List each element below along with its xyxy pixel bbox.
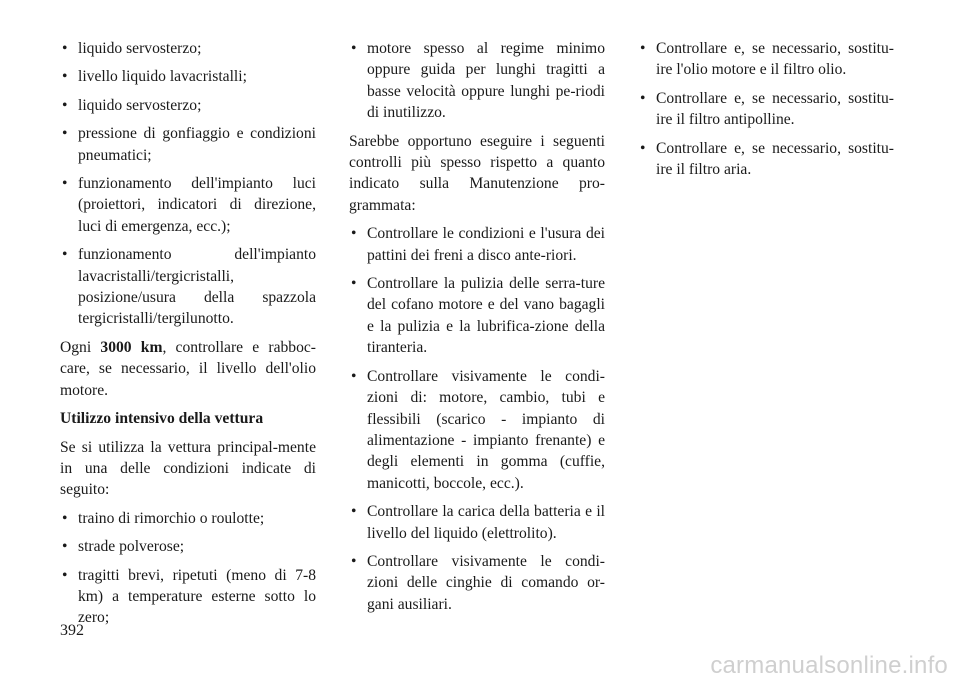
section-heading: Utilizzo intensivo della vettura xyxy=(60,410,264,428)
bullet-icon: • xyxy=(351,275,357,293)
intro-paragraph: Se si utilizza la vettura principal-mente in una delle condizioni indicate di seguito: xyxy=(60,438,316,499)
list-item: • Controllare visivamente le condi-zioni delle cinghie di comando or-gani ausiliari. xyxy=(351,552,605,613)
bullet-icon: • xyxy=(351,503,357,521)
list-item: • Controllare e, se necessario, sostitu-ire l'olio motore e il filtro olio. xyxy=(640,40,894,79)
bullet-icon: • xyxy=(351,552,357,570)
bullet-icon: • xyxy=(640,139,646,157)
bullet-icon: • xyxy=(351,40,357,57)
list-item: • liquido servosterzo; xyxy=(60,95,316,116)
list-item: • Controllare la carica della batteria e il livello del liquido (elettrolito). xyxy=(351,503,605,542)
bullet-icon: • xyxy=(62,538,68,556)
oil-check-paragraph: Ogni 3000 km, controllare e rabboc-care, se necessario, il livello dell'olio motore. xyxy=(60,338,316,399)
recommendation-paragraph: Sarebbe opportuno eseguire i seguenti controlli più spesso rispetto a quanto indicato sulla Manutenzione pro-grammata: xyxy=(349,132,605,214)
list-item: • liquido servosterzo; xyxy=(60,38,316,59)
conditions-list-continued xyxy=(349,38,605,124)
page-number: 392 xyxy=(60,622,84,639)
bullet-icon: • xyxy=(62,68,68,86)
list-item: • Controllare e, se necessario, sostitu-ire il filtro aria. xyxy=(640,139,894,179)
list-item: • strade polverose; xyxy=(60,536,316,557)
bullet-icon: • xyxy=(62,566,68,584)
bullet-icon: • xyxy=(62,40,68,57)
bullet-icon: • xyxy=(640,89,646,107)
list-item: • traino di rimorchio o roulotte; xyxy=(60,508,316,529)
list-item: • pressione di gonfiaggio e condizioni pneumatici; xyxy=(62,125,316,164)
list-item: • funzionamento dell'impianto luci (proiettori, indicatori di direzione, luci di emergenza, ecc.); xyxy=(62,175,316,235)
list-item: • Controllare e, se necessario, sostitu-ire il filtro antipolline. xyxy=(640,89,894,129)
list-item: • Controllare le condizioni e l'usura dei pattini dei freni a disco ante-riori. xyxy=(351,225,605,264)
checklist-a xyxy=(60,38,316,330)
bullet-icon: • xyxy=(640,40,646,57)
list-item: • Controllare visivamente le condi-zioni di: motore, cambio, tubi e flessibili (scarico - impianto di alimentazione - impianto frenante) e degli elementi in gomma (cuffie, manicotti, boccole, ecc.). xyxy=(351,367,605,492)
list-item: • tragitti brevi, ripetuti (meno di 7-8 km) a temperature esterne sotto lo zero; xyxy=(62,566,316,627)
list-item: • funzionamento dell'impianto lavacristalli/tergicristalli, posizione/usura della spazzola tergicristalli/tergilunotto. xyxy=(62,246,316,328)
bullet-icon: • xyxy=(62,246,68,264)
bullet-icon: • xyxy=(62,175,68,193)
list-item: • motore spesso al regime minimo oppure guida per lunghi tragitti a basse velocità oppure lunghi pe-riodi di inutilizzo. xyxy=(351,40,605,122)
bullet-icon: • xyxy=(351,367,357,385)
column-middle xyxy=(349,38,605,622)
list-item: • Controllare la pulizia delle serra-ture del cofano motore e del vano bagagli e la pulizia e la lubrifica-zione della tiranteria. xyxy=(351,275,605,357)
column-left xyxy=(60,38,316,636)
conditions-list xyxy=(60,508,316,629)
bullet-icon: • xyxy=(62,125,68,143)
list-item: • livello liquido lavacristalli; xyxy=(60,66,316,87)
checks-list xyxy=(349,223,605,615)
bullet-icon: • xyxy=(62,509,68,527)
interval-value: 3000 km xyxy=(100,338,163,356)
replacement-list xyxy=(638,38,894,180)
bullet-icon: • xyxy=(62,96,68,114)
column-right xyxy=(638,38,894,187)
watermark: carmanualsonline.info xyxy=(710,651,948,679)
bullet-icon: • xyxy=(351,225,357,243)
